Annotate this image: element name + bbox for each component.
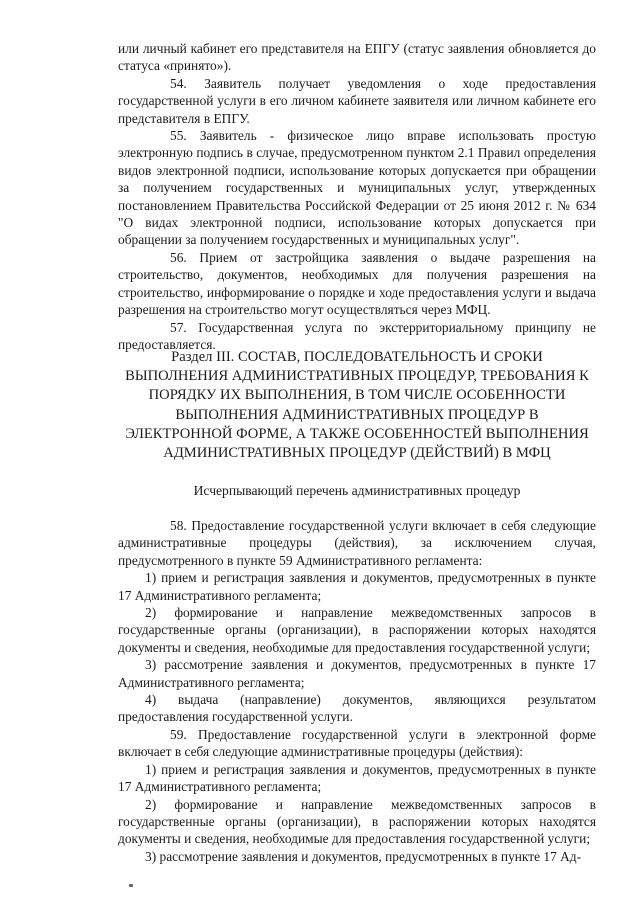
list-item: 2) формирование и направление межведомственных запросов в государственные органы (организации), в распоряжении которых находятся документы и сведения, необходимые для предоставления государственной услуги; (118, 796, 596, 847)
list-item: 4) выдача (направление) документов, являющихся результатом предоставления государственной услуги. (118, 692, 596, 725)
bottom-text-block (118, 517, 596, 865)
top-text-block (118, 40, 596, 353)
list-item: 2) формирование и направление межведомственных запросов в государственные органы (организации), в распоряжении которых находятся документы и сведения, необходимые для предоставления государственной услуги; (118, 605, 596, 655)
scan-mark (129, 884, 133, 887)
list-item: 1) прием и регистрация заявления и документов, предусмотренных в пункте 17 Административного регламента; (118, 570, 596, 603)
paragraph-58: 58. Предоставление государственной услуги включает в себя следующие административные процедуры (действия), за исключением случая, предусмотренного в пункте 59 Административного регламента: (118, 518, 596, 568)
paragraph-54: 54. Заявитель получает уведомления о ходе предоставления государственной услуги в его личном кабинете заявителя или личном кабинете его представителя в ЕПГУ. (118, 75, 596, 126)
section-heading: Раздел III. СОСТАВ, ПОСЛЕДОВАТЕЛЬНОСТЬ И СРОКИ ВЫПОЛНЕНИЯ АДМИНИСТРАТИВНЫХ ПРОЦЕДУР, ТРЕБОВАНИЯ К ПОРЯДКУ ИХ ВЫПОЛНЕНИЯ, В ТОМ ЧИСЛЕ ОСОБЕННОСТИ ВЫПОЛНЕНИЯ АДМИНИСТРАТИВНЫХ ПРОЦЕДУР В ЭЛЕКТРОННОЙ ФОРМЕ, А ТАКЖЕ ОСОБЕННОСТЕЙ ВЫПОЛНЕНИЯ АДМИНИСТРАТИВНЫХ ПРОЦЕДУР (ДЕЙСТВИЙ) В МФЦ (125, 349, 589, 462)
list-item: 1) прием и регистрация заявления и документов, предусмотренных в пункте 17 Административного регламента; (118, 761, 596, 795)
paragraph-57: 57. Государственная услуга по экстерриториальному принципу не предоставляется. (118, 319, 596, 352)
list-item: 3) рассмотрение заявления и документов, предусмотренных в пункте 17 Ад- (145, 848, 582, 864)
paragraph-56: 56. Прием от застройщика заявления о выдаче разрешения на строительство, документов, необходимых для получения разрешения на строительство, информирование о порядке и ходе предоставления услуги и выдача разрешения на строительство могут осуществляться через МФЦ. (118, 249, 596, 318)
paragraph-55: 55. Заявитель - физическое лицо вправе использовать простую электронную подпись в случае, предусмотренном пунктом 2.1 Правил определения видов электронной подписи, использование которых допускается при обращении за получением государственных и муниципальных услуг, утвержденных постановлением Правительства Российской Федерации от 25 июня 2012 г. № 634 "О видах электронной подписи, использование которых допускается при обращении за получением государственных и муниципальных услуг". (118, 128, 596, 248)
subsection-heading: Исчерпывающий перечень административных процедур (193, 483, 521, 498)
paragraph-59: 59. Предоставление государственной услуги в электронной форме включает в себя следующие административные процедуры (действия): (118, 726, 596, 760)
list-item: 3) рассмотрение заявления и документов, предусмотренных в пункте 17 Административного регламента; (118, 657, 596, 690)
paragraph-continuation: или личный кабинет его представителя на ЕПГУ (статус заявления обновляется до статуса «принято»). (118, 41, 596, 74)
